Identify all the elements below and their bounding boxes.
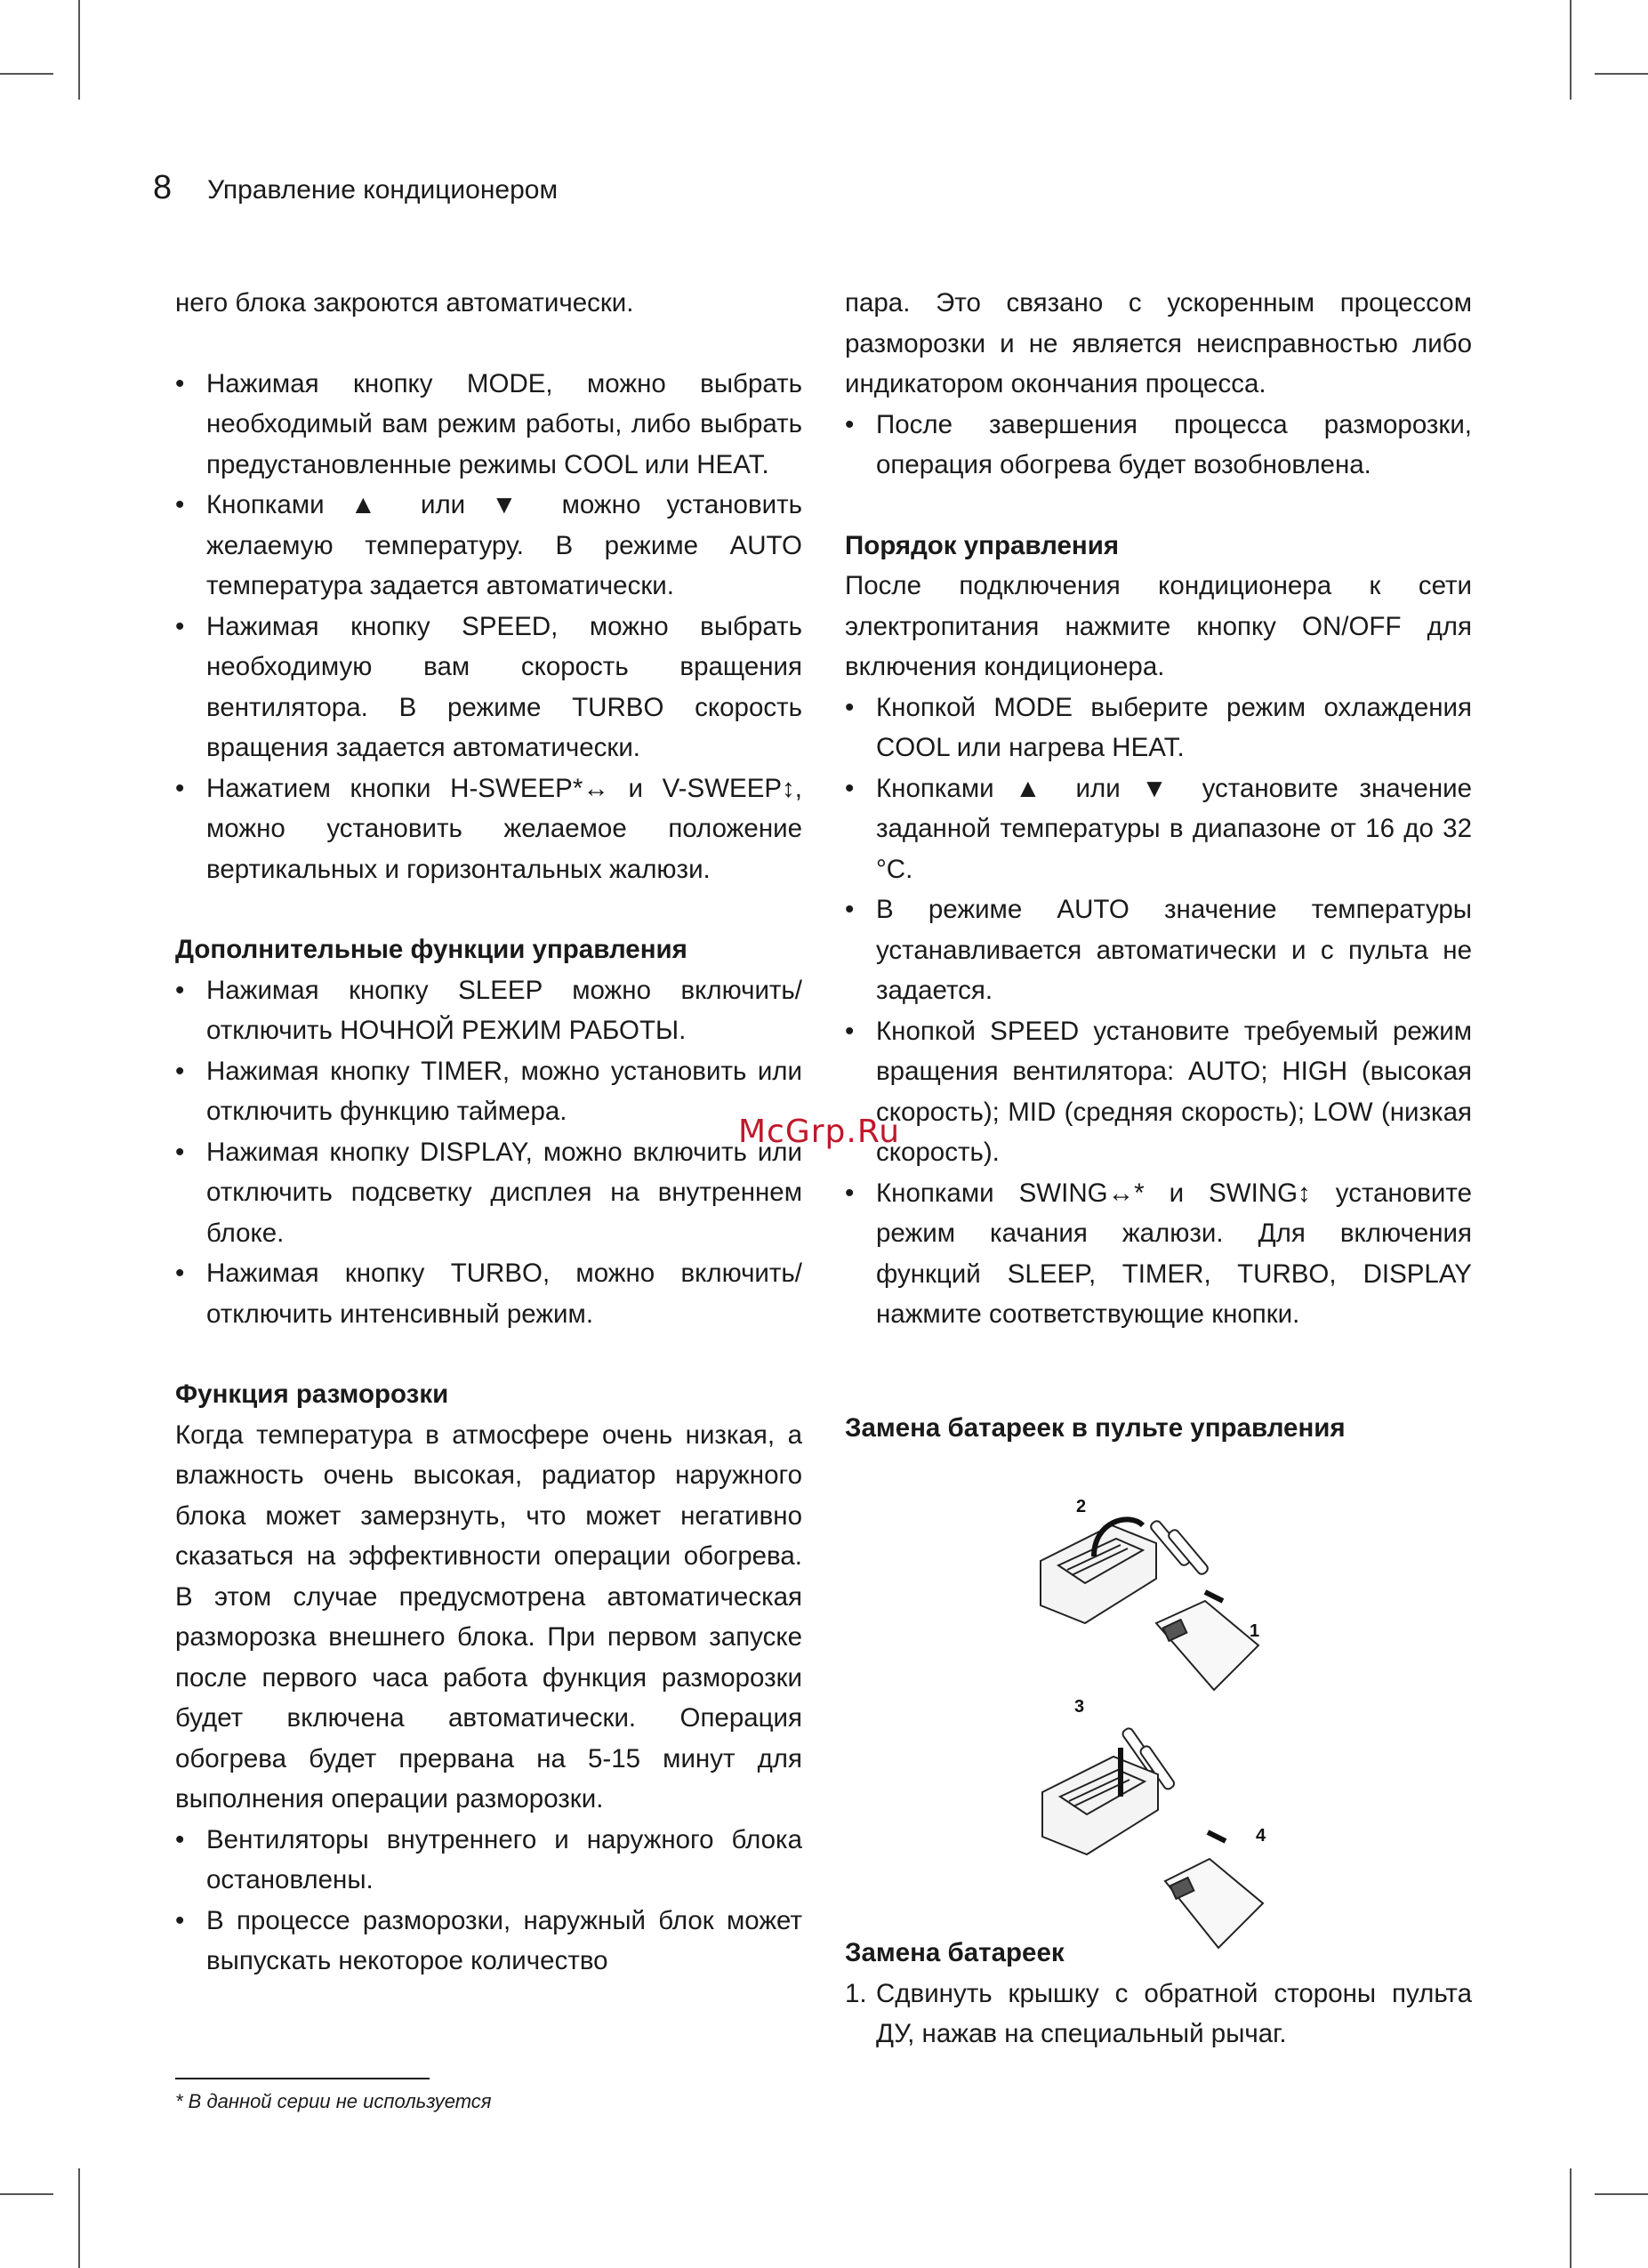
page-title: Управление кондиционером [207,175,559,205]
arrow-icon [1205,1592,1223,1601]
list-item: • Кнопкой MODE выберите режим охлаждения COOL или нагрева HEAT. [845,688,1472,768]
footnote: * В данной серии не используется [175,2090,492,2112]
arrow-icon [1208,1832,1226,1841]
list-item: • Нажимая кнопку SPEED, можно выбрать необходимую вам скорость вращения вентилятора. В режиме TURBO скорость вращения задается автоматически. [175,607,802,768]
continued-bullets [845,405,1472,486]
battery-cover [1165,1859,1263,1948]
step-text: Сдвинуть крышку с обратной стороны пульта ДУ, нажав на специальный рычаг. [876,1978,1472,2048]
list-item: • Нажимая кнопку SLEEP можно включить/отключить НОЧНОЙ РЕЖИМ РАБОТЫ. [175,970,802,1051]
figure-label: 4 [1256,1826,1266,1846]
list-item: • В режиме AUTO значение температуры устанавливается автоматически и с пульта не задается. [845,889,1472,1011]
list-item: • Вентиляторы внутреннего и наружного блока остановлены. [175,1820,802,1901]
crop-mark [1570,0,1572,100]
remote-body [1042,1757,1158,1854]
battery-heading: Замена батареек в пульте управления [845,1412,1346,1443]
defrost-bullets [175,1820,802,1982]
figure-label: 1 [1250,1621,1260,1641]
left-column [175,283,802,1982]
page-number: 8 [153,169,173,206]
list-item: • Кнопкой SPEED установите требуемый режим вращения вентилятора: AUTO; HIGH (высокая скорость); MID (средняя скорость); LOW (низкая скорость). [845,1011,1472,1173]
list-item: • Нажимая кнопку MODE, можно выбрать необходимый вам режим работы, либо выбрать предустановленные режимы COOL или HEAT. [175,364,802,486]
control-bullets [175,364,802,890]
list-item: • После завершения процесса разморозки, операция обогрева будет возобновлена. [845,405,1472,486]
crop-mark [1570,2168,1572,2268]
figure-label: 2 [1076,1497,1087,1516]
watermark: McGrp.Ru [738,1114,901,1150]
page-header [153,169,558,207]
footnote-divider [175,2078,430,2079]
list-item: • Кнопками SWING↔* и SWING↕ установите режим качания жалюзи. Для включения функций SLEEP, TIMER, TURBO, DISPLAY нажмите соответствующие кнопки. [845,1173,1472,1335]
control-order-heading: Порядок управления [845,530,1120,560]
crop-mark [1595,73,1648,75]
list-item: • Нажатием кнопки H-SWEEP*↔ и V-SWEEP↕, можно установить желаемое положение вертикальных и горизонтальных жалюзи. [175,768,802,890]
list-item: • В процессе разморозки, наружный блок может выпускать некоторое количество [175,1901,802,1982]
crop-mark [78,2168,80,2268]
crop-mark [0,2193,53,2195]
replace-heading: Замена батареек [845,1938,1065,1967]
extra-functions-heading: Дополнительные функции управления [175,935,687,964]
crop-mark [1595,2193,1648,2195]
list-item: • Нажимая кнопку TIMER, можно установить или отключить функцию таймера. [175,1051,802,1132]
intro-text: него блока закроются автоматически. [175,288,634,318]
figure-label: 3 [1074,1697,1085,1717]
continued-text: пара. Это связано с ускоренным процессом разморозки и не является неисправностью либо индикатором окончания процесса. [845,288,1472,398]
battery-replacement-figure [1032,1490,1298,1952]
list-item: • Кнопками ▲ или ▼ установите значение заданной температуры в диапазоне от 16 до 32 °С. [845,768,1472,890]
battery-cover [1156,1601,1258,1690]
list-item: • Кнопками ▲ или ▼ можно установить желаемую температуру. В режиме AUTO температура задается автоматически. [175,485,802,607]
step-number: 1. [845,1978,867,2008]
defrost-heading: Функция разморозки [175,1379,449,1409]
control-order-bullets [845,688,1472,1335]
crop-mark [0,73,53,75]
list-item [845,1974,1472,2055]
list-item: • Нажимая кнопку TURBO, можно включить/отключить интенсивный режим. [175,1253,802,1334]
crop-mark [78,0,80,100]
defrost-text: Когда температура в атмосфере очень низкая, а влажность очень высокая, радиатор наружного блока может замерзнуть, что может негативно сказаться на эффективности операции обогрева. В этом случае предусмотрена автоматическая разморозка внешнего блока. При первом запуске после первого часа работа функция разморозки будет включена автоматически. Операция обогрева будет прервана на 5-15 минут для выполнения операции разморозки. [175,1420,802,1814]
control-order-text: После подключения кондиционера к сети электропитания нажмите кнопку ON/OFF для включения кондиционера. [845,571,1472,681]
extra-bullets [175,970,802,1335]
list-item: • Нажимая кнопку DISPLAY, можно включить или отключить подсветку дисплея на внутреннем блоке. [175,1132,802,1254]
replace-steps [845,1974,1472,2055]
